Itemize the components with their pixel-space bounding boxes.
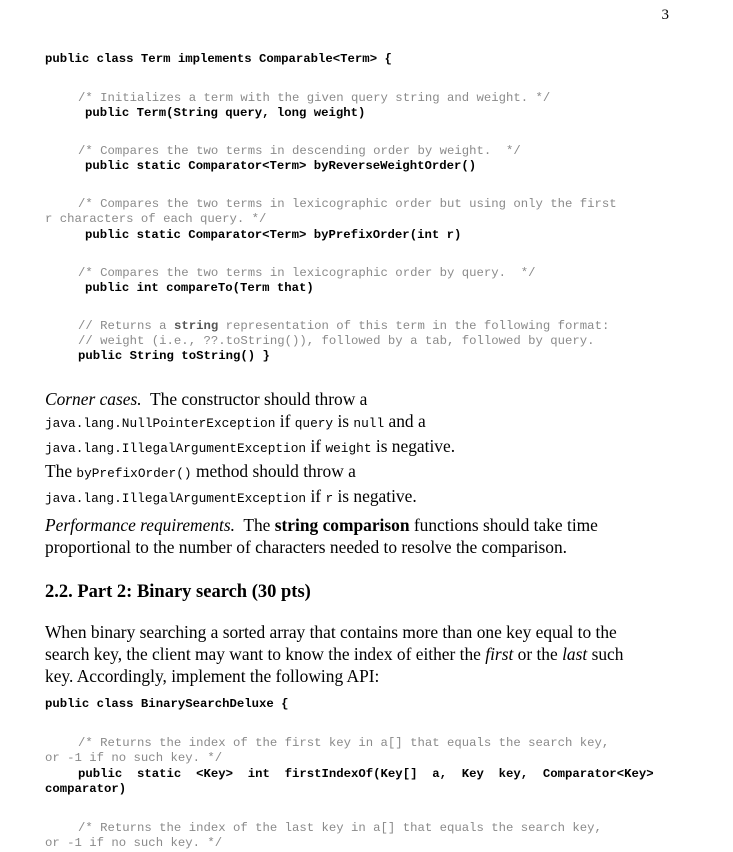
corner-cases-label: Corner cases. xyxy=(45,389,142,409)
ctor-comment: /* Initializes a term with the given query string and weight. */ xyxy=(78,91,551,105)
first-index-signature-1: public static <Key> int firstIndexOf(Key[] a, Key key, Comparator<Key> xyxy=(78,767,654,781)
to-string-comment-2: // weight (i.e., ??.toString()), followed by a tab, followed by query. xyxy=(78,334,595,348)
ctor-signature: public Term(String query, long weight) xyxy=(85,106,366,120)
page-number: 3 xyxy=(661,7,669,23)
to-string-signature: public String toString() } xyxy=(78,349,270,363)
prefix-order-comment-1: /* Compares the two terms in lexicographic order but using only the first xyxy=(78,197,617,211)
term-class-header: public class Term implements Comparable<Term> { xyxy=(45,52,392,66)
compare-to-signature: public int compareTo(Term that) xyxy=(85,281,314,295)
last-index-comment-1: /* Returns the index of the last key in a[] that equals the search key, xyxy=(78,821,602,835)
first-index-comment-1: /* Returns the index of the first key in a[] that equals the search key, xyxy=(78,736,610,750)
first-index-signature-2: comparator) xyxy=(45,782,127,796)
prefix-order-comment-2: r characters of each query. */ xyxy=(45,212,267,226)
bsd-class-header: public class BinarySearchDeluxe { xyxy=(45,697,289,711)
section-heading: 2.2. Part 2: Binary search (30 pts) xyxy=(45,582,311,602)
to-string-comment-1: // Returns a string representation of this term in the following format: xyxy=(78,319,610,333)
prefix-order-signature: public static Comparator<Term> byPrefixOrder(int r) xyxy=(85,228,462,242)
binary-search-intro: When binary searching a sorted array that contains more than one key equal to the search key, the client may want to know the index of either the first or the last such key. Accordingly, implement the following API: xyxy=(45,622,624,686)
performance-paragraph: Performance requirements. The string comparison functions should take time proportional to the number of characters needed to resolve the comparison. xyxy=(45,515,598,557)
reverse-weight-signature: public static Comparator<Term> byReverseWeightOrder() xyxy=(85,159,477,173)
corner-cases-paragraph: Corner cases. The constructor should throw a java.lang.NullPointerException if query is null and a java.lang.IllegalArgumentException if weight is negative. The byPrefixOrder() method should throw a java.lang.IllegalArgumentException if r is negative. xyxy=(45,389,456,506)
performance-label: Performance requirements. xyxy=(45,515,235,535)
reverse-weight-comment: /* Compares the two terms in descending order by weight. */ xyxy=(78,144,521,158)
first-index-comment-2: or -1 if no such key. */ xyxy=(45,751,223,765)
last-index-comment-2: or -1 if no such key. */ xyxy=(45,836,223,850)
compare-to-comment: /* Compares the two terms in lexicographic order by query. */ xyxy=(78,266,536,280)
